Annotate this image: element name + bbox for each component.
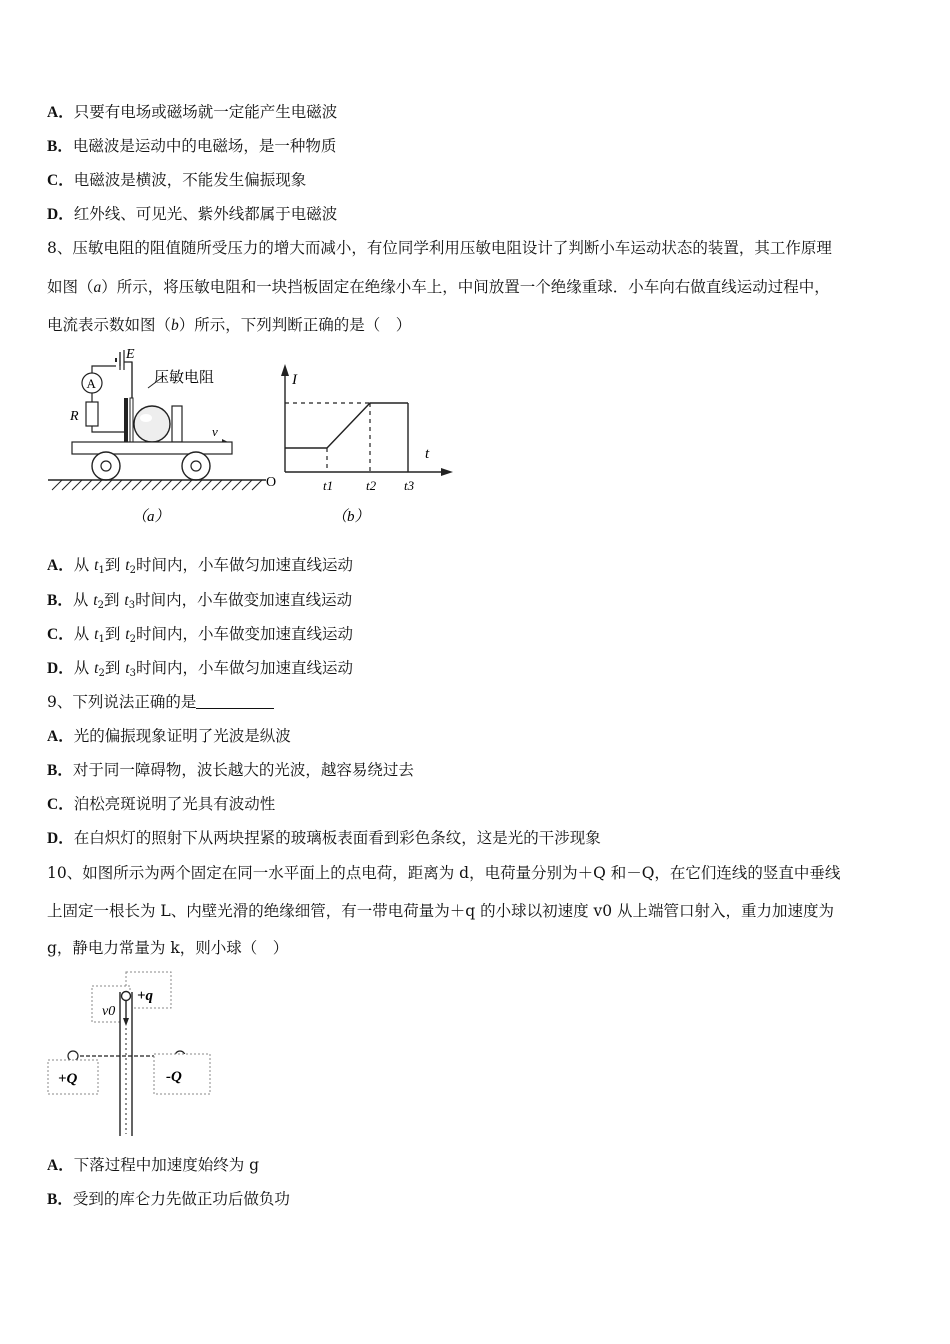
baffle <box>172 406 182 442</box>
option-text: 时间内，小车做变加速直线运动 <box>135 591 353 609</box>
q9-option-c <box>47 794 275 815</box>
cart-body <box>72 442 232 454</box>
option-text: 到 <box>104 625 126 643</box>
option-text: 从 <box>73 625 95 643</box>
option-text: 时间内，小车做匀加速直线运动 <box>135 556 353 574</box>
option-text: 时间内，小车做匀加速直线运动 <box>135 659 353 677</box>
label-origin: O <box>266 475 277 490</box>
subscript: 2 <box>129 565 136 576</box>
option-text: 到 <box>104 556 126 574</box>
label-pressure-resistor: 压敏电阻 <box>154 370 215 386</box>
option-letter: B． <box>47 138 73 155</box>
option-text: 在白炽灯的照射下从两块捏紧的玻璃板表面看到彩色条纹，这是光的干涉现象 <box>73 829 601 847</box>
q9-option-b <box>47 760 414 781</box>
option-letter: B． <box>47 1191 73 1208</box>
q9-option-d <box>47 828 601 849</box>
q10-option-b <box>47 1189 290 1210</box>
label-ammeter: A <box>86 376 96 391</box>
q7-option-a <box>47 102 337 123</box>
tick-t1: t1 <box>323 478 334 493</box>
option-letter: C． <box>47 172 74 189</box>
q8-option-b <box>47 590 352 616</box>
figure-ref-b: b <box>171 317 179 334</box>
subscript: 2 <box>97 600 104 611</box>
tick-t3: t3 <box>404 478 415 493</box>
q9-stem <box>47 692 274 712</box>
option-letter: D． <box>47 206 74 223</box>
q7-option-d <box>47 204 337 225</box>
tick-t2: t2 <box>366 478 377 493</box>
var-t: t <box>125 557 130 574</box>
q10-figure <box>44 968 219 1140</box>
label-e: E <box>126 347 135 362</box>
q8-option-a <box>47 555 353 581</box>
option-letter: A． <box>47 1157 74 1174</box>
option-letter: C． <box>47 796 74 813</box>
resistor-r <box>86 402 98 426</box>
q9-option-a <box>47 726 291 747</box>
label-r: R <box>70 409 79 424</box>
q10-stem-line2: 上固定一根长为 L、内壁光滑的绝缘细管，有一带电荷量为＋q 的小球以初速度 v0 从上端管口射入，重力加速度为 <box>47 902 835 920</box>
option-letter: D． <box>47 830 74 847</box>
q8-stem-line3 <box>47 315 411 336</box>
subscript: 3 <box>129 668 136 679</box>
current-curve <box>285 403 408 448</box>
stem-text: 电流表示数如图（ <box>47 316 172 334</box>
var-t: t <box>125 626 130 643</box>
q7-option-c <box>47 170 306 191</box>
q8-stem-line1: 8、压敏电阻的阻值随所受压力的增大而减小，有位同学利用压敏电阻设计了判断小车运动状态的装置，其工作原理 <box>47 239 832 257</box>
q8-stem-line2 <box>47 277 830 298</box>
option-text: 下落过程中加速度始终为 g <box>73 1156 260 1174</box>
q10-option-a <box>47 1155 259 1176</box>
var-t: t <box>124 592 129 609</box>
label-plus-q: +q <box>137 988 154 1004</box>
stem-text: 如图（ <box>47 278 94 296</box>
option-text: 到 <box>103 591 125 609</box>
option-text: 从 <box>72 591 94 609</box>
subscript: 2 <box>98 668 105 679</box>
option-text: 受到的库仑力先做正功后做负功 <box>72 1190 290 1208</box>
option-letter: A． <box>47 557 74 574</box>
stem-text: ）所示，将压敏电阻和一块挡板固定在绝缘小车上，中间放置一个绝缘重球．小车向右做直线运动过程中， <box>101 278 830 296</box>
ball <box>134 406 170 442</box>
option-text: 电磁波是横波，不能发生偏振现象 <box>73 171 307 189</box>
option-text: 泊松亮斑说明了光具有波动性 <box>73 795 276 813</box>
var-t: t <box>94 557 99 574</box>
q8-figure-b <box>262 362 457 532</box>
option-letter: B． <box>47 592 73 609</box>
stem-text: 9、下列说法正确的是 <box>47 693 197 711</box>
label-v0: v0 <box>102 1004 116 1019</box>
subscript: 1 <box>98 634 105 645</box>
option-text: 电磁波是运动中的电磁场，是一种物质 <box>72 137 337 155</box>
option-text: 从 <box>73 659 95 677</box>
subscript: 2 <box>129 634 136 645</box>
option-text: 到 <box>104 659 126 677</box>
q8-option-d <box>47 658 353 684</box>
option-text: 对于同一障碍物，波长越大的光波，越容易绕过去 <box>72 761 414 779</box>
option-letter: C． <box>47 626 74 643</box>
option-text: 时间内，小车做变加速直线运动 <box>135 625 353 643</box>
small-ball <box>122 992 131 1001</box>
var-t: t <box>94 660 99 677</box>
q10-stem-line3: g，静电力常量为 k，则小球（ ） <box>47 939 289 957</box>
q8-figure-a <box>44 340 277 532</box>
var-t: t <box>94 626 99 643</box>
stem-text: ）所示，下列判断正确的是（ ） <box>178 316 412 334</box>
var-t: t <box>93 592 98 609</box>
subscript: 3 <box>128 600 136 611</box>
caption-b: （b） <box>332 509 370 525</box>
answer-blank <box>196 694 274 709</box>
option-text: 从 <box>73 556 95 574</box>
option-letter: D． <box>47 660 74 677</box>
q7-option-b <box>47 136 336 157</box>
q10-stem-line1: 10、如图所示为两个固定在同一水平面上的点电荷，距离为 d，电荷量分别为＋Q 和－Q，在它们连线的竖直中垂线 <box>47 864 841 882</box>
q8-option-c <box>47 624 353 650</box>
option-letter: A． <box>47 104 74 121</box>
label-plus-charge: +Q <box>58 1071 78 1087</box>
figure-ref-a: a <box>93 279 102 296</box>
pressure-resistor <box>124 398 128 442</box>
caption-a: （a） <box>132 509 170 525</box>
label-v: v <box>212 424 218 439</box>
label-t: t <box>425 446 430 462</box>
option-text: 只要有电场或磁场就一定能产生电磁波 <box>73 103 338 121</box>
subscript: 1 <box>98 565 105 576</box>
option-text: 光的偏振现象证明了光波是纵波 <box>73 727 291 745</box>
label-i: I <box>292 372 297 388</box>
label-minus-charge: -Q <box>166 1069 182 1085</box>
option-letter: B． <box>47 762 73 779</box>
var-t: t <box>125 660 130 677</box>
option-letter: A． <box>47 728 74 745</box>
option-text: 红外线、可见光、紫外线都属于电磁波 <box>73 205 338 223</box>
